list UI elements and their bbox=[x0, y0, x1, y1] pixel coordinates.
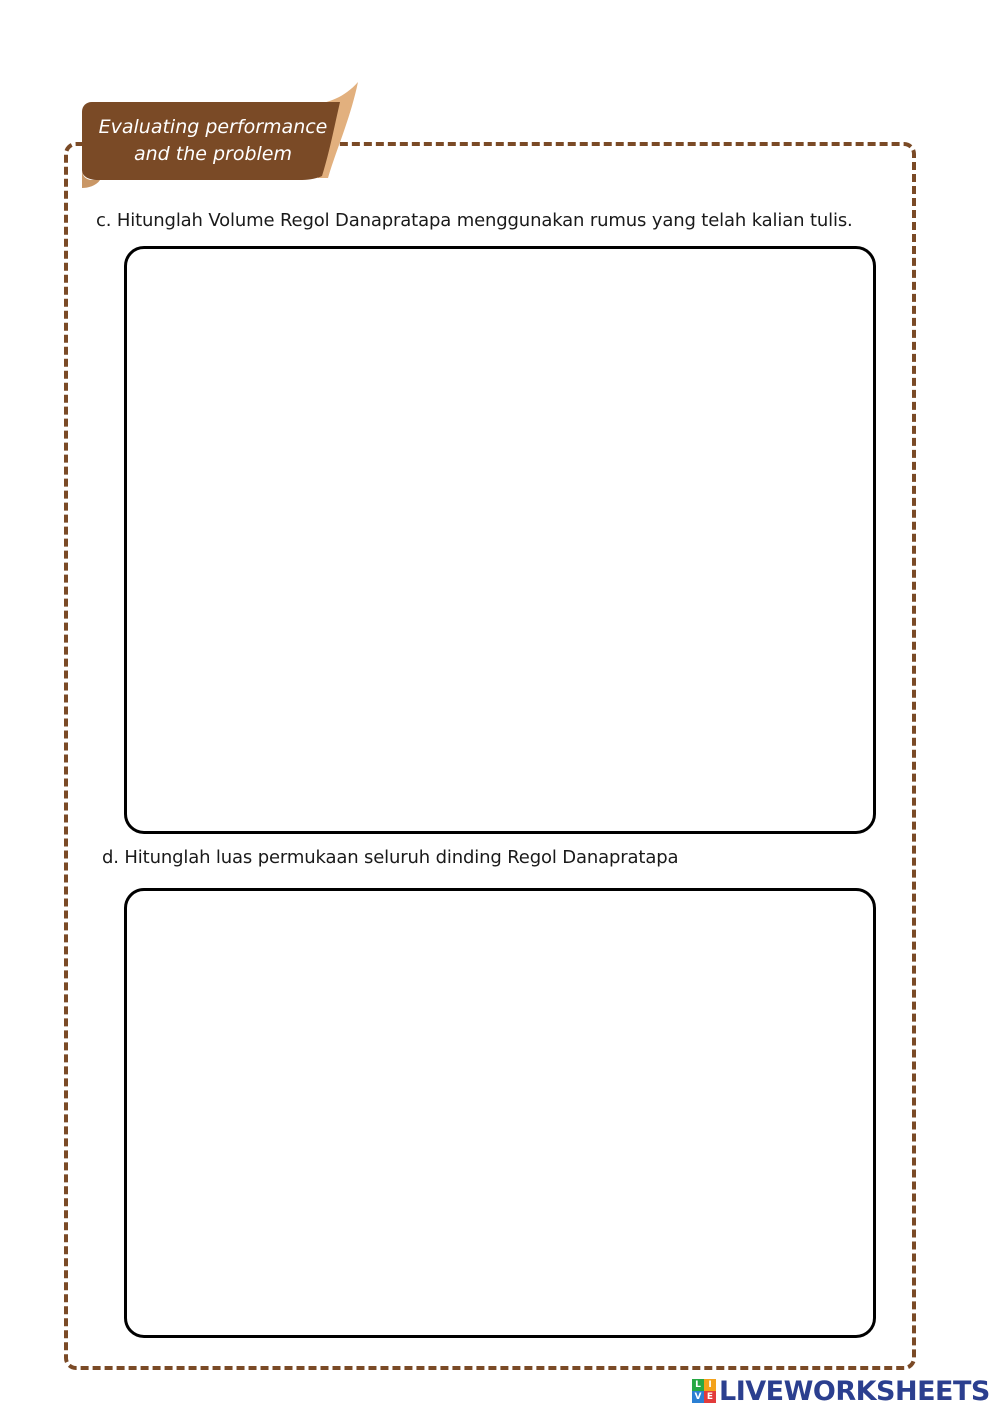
logo-letter-i: I bbox=[704, 1379, 716, 1391]
brand-text: LIVEWORKSHEETS bbox=[719, 1375, 990, 1407]
banner-title bbox=[84, 114, 342, 168]
logo-letter-l: L bbox=[692, 1379, 704, 1391]
question-d: d. Hitunglah luas permukaan seluruh dinding Regol Danapratapa bbox=[102, 847, 679, 868]
answer-box-d[interactable] bbox=[124, 888, 876, 1338]
answer-box-c[interactable] bbox=[124, 246, 876, 834]
liveworksheets-logo-icon bbox=[692, 1379, 716, 1403]
section-banner bbox=[78, 80, 362, 192]
liveworksheets-brand bbox=[692, 1376, 990, 1406]
question-c: c. Hitunglah Volume Regol Danapratapa menggunakan rumus yang telah kalian tulis. bbox=[96, 210, 853, 231]
banner-title-line-1: Evaluating performance bbox=[98, 116, 328, 138]
logo-letter-e: E bbox=[704, 1391, 716, 1403]
banner-title-line-2: and the problem bbox=[133, 143, 293, 165]
logo-letter-v: V bbox=[692, 1391, 704, 1403]
